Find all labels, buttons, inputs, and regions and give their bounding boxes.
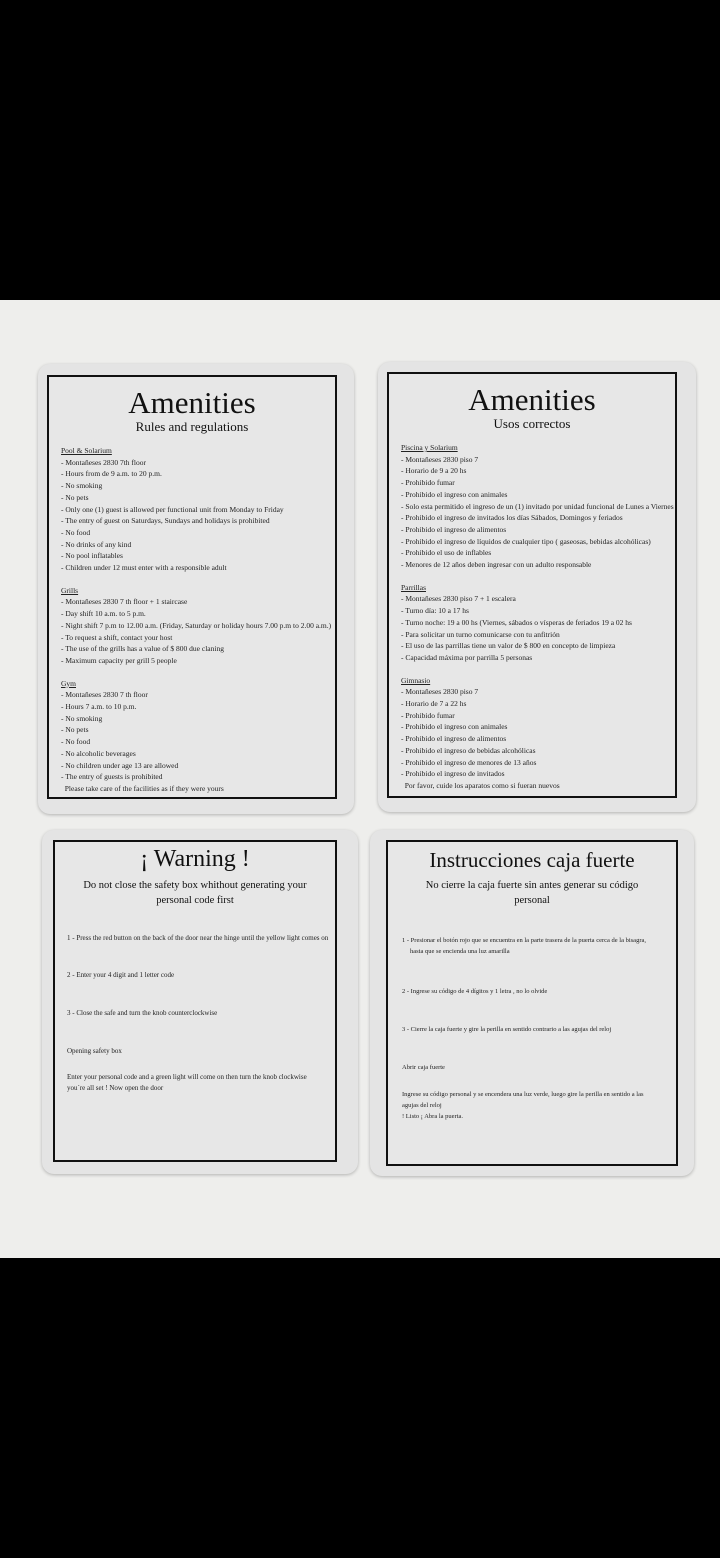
step-1-line-1: 1 - Presionar el botón rojo que se encuentra en la parte trasera de la puerta cerca de la bisagra, [402, 937, 646, 944]
rule-line: - No pets [61, 725, 89, 735]
step-2: 2 - Ingrese su código de 4 dígitos y 1 letra , no lo olvide [402, 988, 548, 995]
sign-title: Amenities [128, 385, 256, 420]
sign-title: Instrucciones caja fuerte [429, 848, 635, 872]
sign-subtitle: Usos correctos [493, 416, 571, 431]
rule-line: - No alcoholic beverages [61, 748, 136, 758]
section-header: Grills [61, 585, 79, 595]
rule-line: - The entry of guests is prohibited [61, 772, 163, 782]
section-header: Pool & Solarium [61, 446, 112, 455]
rule-line: - Prohibido el ingreso de invitados los días Sábados, Domingos y feriados [401, 513, 623, 523]
sign-subtitle-line-2: personal [514, 895, 550, 906]
opening-text-line-1: Enter your personal code and a green light will come on then turn the knob clockwise [67, 1073, 307, 1081]
sign-safety-box-en [42, 830, 358, 1174]
rule-line: - Turno noche: 19 a 00 hs (Viernes, sábados o vísperas de feriados 19 a 02 hs [401, 617, 632, 627]
sign-amenities-rules-es [378, 362, 696, 812]
step-1: 1 - Press the red button on the back of the door near the hinge until the yellow light comes on [67, 934, 329, 942]
rule-line: - Prohibido el ingreso de invitados [401, 769, 505, 779]
sign-subtitle: Rules and regulations [135, 419, 249, 434]
opening-header: Opening safety box [67, 1047, 122, 1055]
step-3: 3 - Close the safe and turn the knob counterclockwise [67, 1009, 218, 1017]
rule-line: - Prohibido el ingreso de líquidos de cualquier tipo ( gaseosas, bebidas alcohólicas) [401, 536, 651, 546]
rule-line: - No children under age 13 are allowed [61, 760, 179, 770]
sign-subtitle-line-1: Do not close the safety box whithout generating your [83, 880, 307, 891]
rule-line: - No pets [61, 492, 89, 502]
sign-amenities-rules-en [38, 364, 354, 814]
rule-line: - Hours 7 a.m. to 10 p.m. [61, 702, 137, 712]
sign-subtitle-line-1: No cierre la caja fuerte sin antes generar su código [425, 880, 639, 891]
rule-line: - Montañeses 2830 7 th floor + 1 staircase [61, 597, 188, 607]
section-header: Piscina y Solarium [401, 443, 458, 452]
sign-border [47, 375, 337, 799]
rule-line: - Only one (1) guest is allowed per functional unit from Monday to Friday [61, 504, 284, 514]
rule-line: - Horario de 7 a 22 hs [401, 699, 467, 709]
rule-line: - Solo esta permitido el ingreso de un (1) invitado por unidad funcional de Lunes a Viernes [401, 501, 674, 511]
opening-header: Abrir caja fuerte [402, 1064, 445, 1071]
opening-text-line-1: Ingrese su código personal y se encendera una luz verde, luego gire la perilla en sentido a las [402, 1091, 644, 1098]
rule-line: - Menores de 12 años deben ingresar con un adulto responsable [401, 560, 592, 570]
rule-line: - No drinks of any kind [61, 539, 132, 549]
rule-line: - Maximum capacity per grill 5 people [61, 655, 177, 665]
rule-line: - Night shift 7 p.m to 12.00 a.m. (Friday, Saturday or holiday hours 7.00 p.m to 2.00 a.m.) [61, 620, 332, 630]
rule-line: - Montañeses 2830 piso 7 [401, 687, 479, 697]
rule-line: - Prohibido el ingreso de menores de 13 años [401, 757, 537, 767]
sign-border [53, 840, 337, 1162]
rule-line: - Horario de 9 a 20 hs [401, 466, 467, 476]
rule-line: - Hours from de 9 a.m. to 20 p.m. [61, 469, 162, 479]
sign-border [387, 372, 677, 798]
sign-safety-box-es [370, 830, 694, 1176]
rules-list [401, 442, 674, 792]
rule-line: - El uso de las parrillas tiene un valor de $ 800 en concepto de limpieza [401, 641, 616, 651]
rule-line: - Turno día: 10 a 17 hs [401, 606, 469, 616]
rule-line: Please take care of the facilities as if they were yours [61, 783, 224, 793]
section-header: Parrillas [401, 582, 426, 592]
sign-border [386, 840, 678, 1166]
step-2: 2 - Enter your 4 digit and 1 letter code [67, 971, 175, 979]
rule-line: - The entry of guest on Saturdays, Sundays and holidays is prohibited [61, 516, 270, 526]
rule-line: - No smoking [61, 713, 103, 723]
rule-line: - Montañeses 2830 7th floor [61, 457, 146, 467]
rule-line: - Day shift 10 a.m. to 5 p.m. [61, 609, 146, 619]
rule-line: - Prohibido fumar [401, 710, 455, 720]
rule-line: - Prohibido el uso de inflables [401, 548, 492, 558]
rule-line: - Prohibido el ingreso de alimentos [401, 524, 507, 534]
rule-line: - Capacidad máxima por parrilla 5 personas [401, 652, 533, 662]
rule-line: - Para solicitar un turno comunicarse con tu anfitrión [401, 629, 560, 639]
rule-line: - Prohibido el ingreso de bebidas alcohólicas [401, 745, 536, 755]
rule-line: - No smoking [61, 481, 103, 491]
rule-line: - Prohibido el ingreso con animales [401, 722, 508, 732]
opening-text-line-3: ! Listo ¡ Abra la puerta. [402, 1113, 464, 1120]
rule-line: - No pool inflatables [61, 551, 123, 561]
step-1-line-2: hasta que se encienda una luz amarilla [410, 948, 510, 955]
section-header: Gimnasio [401, 675, 431, 685]
sign-title: ¡ Warning ! [140, 846, 250, 872]
sign-title: Amenities [468, 382, 596, 417]
rule-line: - Montañeses 2830 7 th floor [61, 690, 148, 700]
opening-text-line-2: you´re all set ! Now open the door [67, 1084, 164, 1092]
rule-line: Por favor, cuide los aparatos como si fueran nuevos [401, 780, 560, 790]
step-3: 3 - Cierre la caja fuerte y gire la perilla en sentido contrario a las agujas del reloj [402, 1026, 612, 1033]
rule-line: - Prohibido fumar [401, 478, 455, 488]
opening-text-line-2: agujas del reloj [402, 1102, 442, 1109]
section-header: Gym [61, 678, 76, 688]
rule-line: - To request a shift, contact your host [61, 632, 173, 642]
rule-line: - The use of the grills has a value of $ 800 due claning [61, 644, 224, 654]
sign-subtitle-line-2: personal code first [156, 895, 234, 906]
rule-line: - Prohibido el ingreso de alimentos [401, 734, 507, 744]
rule-line: - Montañeses 2830 piso 7 + 1 escalera [401, 594, 516, 604]
rule-line: - No food [61, 737, 91, 747]
rules-list [61, 445, 331, 795]
rule-line: - Montañeses 2830 piso 7 [401, 454, 479, 464]
rule-line: - Prohibido el ingreso con animales [401, 489, 508, 499]
rule-line: - Children under 12 must enter with a responsible adult [61, 563, 227, 573]
rule-line: - No food [61, 527, 91, 537]
